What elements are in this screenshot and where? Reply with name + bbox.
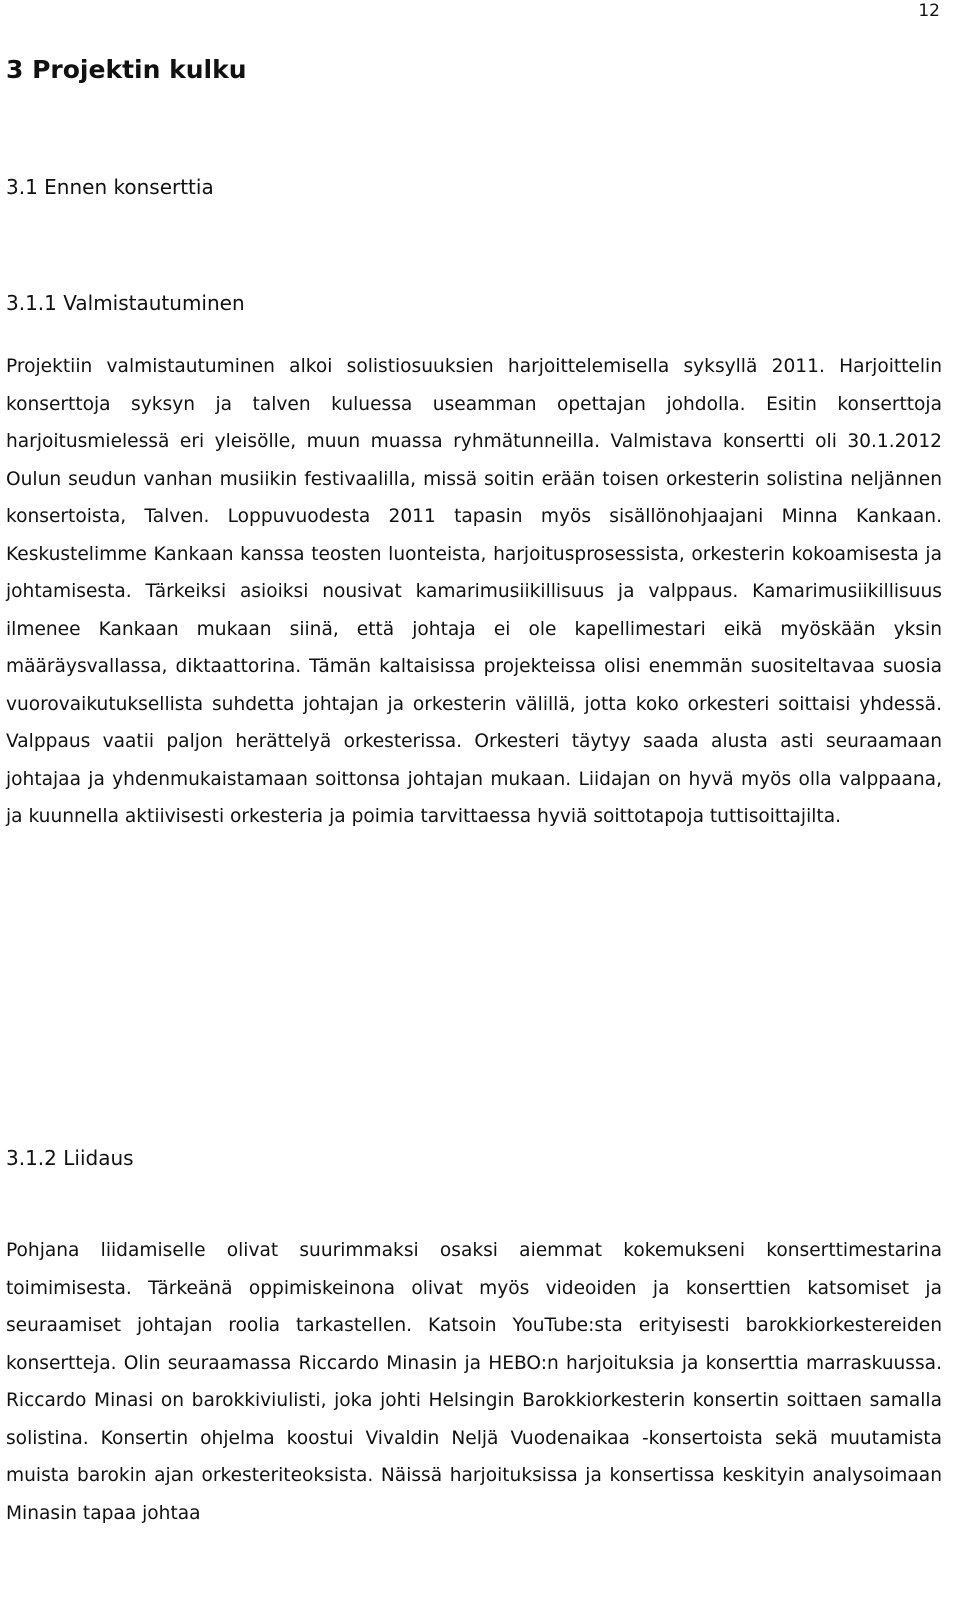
- chapter-heading: 3 Projektin kulku: [6, 55, 247, 84]
- page-number: 12: [918, 1, 940, 21]
- paragraph-valmistautuminen: Projektiin valmistautuminen alkoi solistiosuuksien harjoittelemisella syksyllä 2011. Harjoittelin konserttoja syksyn ja talven kuluessa useamman opettajan johdolla. Esitin konserttoja harjoitusmielessä eri yleisölle, muun muassa ryhmätunneilla. Valmistava konsertti oli 30.1.2012 Oulun seudun vanhan musiikin festivaalilla, missä soitin erään toisen orkesterin solistina neljännen konsertoista, Talven. Loppuvuodesta 2011 tapasin myös sisällönohjaajani Minna Kankaan. Keskustelimme Kankaan kanssa teosten luonteista, harjoitusprosessista, orkesterin kokoamisesta ja johtamisesta. Tärkeiksi asioiksi nousivat kamarimusiikillisuus ja valppaus. Kamarimusiikillisuus ilmenee Kankaan mukaan siinä, että johtaja ei ole kapellimestari eikä myöskään yksin määräysvallassa, diktaattorina. Tämän kaltaisissa projekteissa olisi enemmän suositeltavaa suosia vuorovaikutuksellista suhdetta johtajan ja orkesterin välillä, jotta koko orkesteri soittaisi yhdessä. Valppaus vaatii paljon herättelyä orkesterissa. Orkesteri täytyy saada alusta asti seuraamaan johtajaa ja yhdenmukaistamaan soittonsa johtajan mukaan. Liidajan on hyvä myös olla valppaana, ja kuunnella aktiivisesti orkesteria ja poimia tarvittaessa hyviä soittotapoja tuttisoittajilta.: [6, 356, 942, 827]
- subsection-heading-liidaus: 3.1.2 Liidaus: [6, 1146, 134, 1170]
- subsection-heading-valmistautuminen: 3.1.1 Valmistautuminen: [6, 291, 245, 315]
- paragraph-liidaus: Pohjana liidamiselle olivat suurimmaksi osaksi aiemmat kokemukseni konserttimestarina toimimisesta. Tärkeänä oppimiskeinona olivat myös videoiden ja konserttien katsomiset ja seuraamiset johtajan roolia tarkastellen. Katsoin YouTube:sta erityisesti barokkiorkestereiden konsertteja. Olin seuraamassa Riccardo Minasin ja HEBO:n harjoituksia ja konserttia marraskuussa. Riccardo Minasi on barokkiviulisti, joka johti Helsingin Barokkiorkesterin konsertin soittaen samalla solistina. Konsertin ohjelma koostui Vivaldin Neljä Vuodenaikaa -konsertoista sekä muutamista muista barokin ajan orkesteriteoksista. Näissä harjoituksissa ja konsertissa keskityin analysoimaan Minasin tapaa johtaa: [6, 1240, 942, 1524]
- section-heading: 3.1 Ennen konserttia: [6, 175, 214, 199]
